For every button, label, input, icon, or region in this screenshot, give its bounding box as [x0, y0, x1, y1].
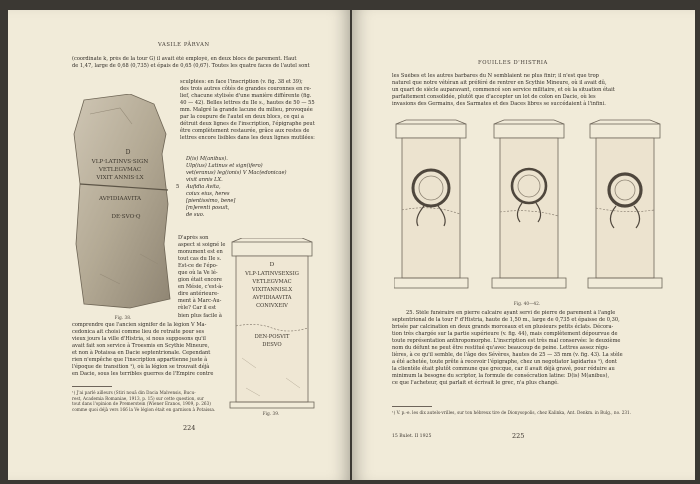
text-line: minimum la besogne du scriptor, la formule de consécration latine: D(is) M(anibus),: [392, 373, 610, 380]
text-line: ment à Marc-Au-: [178, 298, 222, 305]
fig39-line: CONIVXEIV: [256, 303, 288, 309]
text-line: rien n'empêche que l'inscription appartienne juste à: [72, 357, 208, 364]
footnote-line: rest, Academia Romaniae, 1913, p. 15) sur cette question, sur: [72, 395, 204, 401]
fig38-line: VETLEGVMAC: [98, 167, 142, 173]
fig-38-caption: Fig. 38.: [114, 316, 132, 321]
fig-40-altar-side: [394, 120, 468, 288]
inscription-line: [pientissimo, bene]: [186, 198, 236, 205]
body-top-right: [392, 73, 664, 110]
fig-40-42-caption: Fig. 40—42.: [513, 302, 541, 307]
text-line: septentrional de la tour F d'Histria, haute de 1,50 m., large de 0,735 et épaisse de 0,30,: [392, 317, 620, 324]
text-line: et non à Potaissa en Dacie septentrionale. Cependant: [72, 350, 211, 357]
fig-39-drawing: [226, 238, 318, 410]
fig-41-altar-side: [492, 120, 566, 288]
fig38-line: D: [125, 149, 131, 156]
text-line: parfaitement consolidée, plutôt que d'accepter un lot de colon en Dacie, où les: [392, 94, 596, 101]
text-line: être complètement restaurée, grâce aux restes de: [180, 128, 310, 135]
text-line: naturel que notre vétéran ait préféré de rentrer en Scythie Mineure, où il avait dû,: [392, 80, 607, 87]
inscription-line: de suo.: [186, 212, 205, 219]
text-line: en Dacie, sous les terribles guerres de l'Empire contre: [72, 371, 214, 378]
body-bottom-left: [72, 322, 228, 380]
inscription-line: vet(eranus) leg(ionis) V Mac(edonicae): [186, 170, 287, 177]
left-page: [8, 10, 350, 480]
fig39-line: VETLEGVMAC: [252, 279, 292, 285]
text-line: monument est en: [178, 249, 223, 256]
footnote-rule: [392, 406, 432, 407]
text-line: lettres encore lisibles dans les deux lignes mutilées:: [180, 135, 315, 142]
body-bottom-right: [392, 310, 664, 390]
text-line: l'époque de transition ¹), où la légion se trouvait déjà: [72, 364, 210, 371]
text-line: mm. Malgré la grande lacune du milieu, provoquée: [180, 107, 313, 114]
text-line: des trois autres côtés de grandes couronnes en re-: [180, 86, 312, 93]
text-line: un quart de siècle auparavant, commencé son service militaire, et où la situation était: [392, 87, 615, 94]
fig-39-caption: Fig. 39.: [262, 412, 280, 417]
text-line: Est-ce de l'épo-: [178, 263, 218, 270]
fig38-line: DE·SVO·Q: [111, 214, 141, 220]
page-number-right: 225: [512, 432, 525, 440]
text-line: que où la Ve lé-: [178, 270, 218, 277]
text-line: aspect si soigné le: [178, 242, 226, 249]
text-line: a été achetée, toute prête à recevoir l'épigraphe, chez un negotiator lapidarius ¹), dont: [392, 359, 617, 366]
fig39-line: DESVO: [262, 342, 282, 348]
body-right-col: [180, 79, 342, 144]
text-line: comprendre que l'ancien signifer de la légion V Ma-: [72, 322, 207, 328]
footnote-left: [72, 390, 228, 414]
text-line: sculptées: en face l'inscription (v. fig. 38 et 39);: [180, 79, 303, 85]
running-head-right: FOUILLES D'HISTRIA: [478, 60, 548, 66]
fig-40-42-drawings: [394, 118, 664, 298]
text-line: lief, chacune stylisée d'une manière différente (fig.: [180, 93, 312, 100]
text-line: dire antérieure-: [178, 291, 219, 298]
inscription-line: vixit annis LX.: [186, 177, 223, 184]
page-number-left: 224: [183, 424, 196, 432]
inscription-line: [m]erenti posuit,: [186, 205, 230, 212]
text-line: les Suèbes et les autres barbares du N semblaient ne plus finir; il n'est que trop: [392, 73, 599, 79]
fig38-line: AVFIDIAAVITA: [98, 196, 142, 202]
fig-38-photo: [70, 94, 174, 312]
text-line: bien plus facile à: [178, 312, 222, 319]
footnote-line: ¹) J'ai parlé ailleurs (Stiri nouă din Dacia Malvensis, Bucu-: [72, 390, 196, 395]
text-line: D'après son: [178, 235, 209, 241]
inscription-line: Ulp(ius) Latinus et sign(ifero): [186, 163, 263, 170]
text-line: tout cas du IIe s.: [178, 256, 222, 263]
inscription-line-number: 5: [176, 184, 180, 190]
inscription-transcription: [186, 156, 336, 222]
fig39-line: D: [269, 262, 275, 268]
footnote-line: tout dans l'opinion de Premerstein (Wiener Eranos, 1909, p. 263): [72, 401, 211, 407]
text-line: vieux jours la ville d'Histria, si nous supposons qu'il: [72, 336, 206, 343]
text-line: nom du défunt ne peut être restitué qu'avec beaucoup de peine. Lettres assez régu-: [392, 345, 610, 352]
text-line: invasions des Germains, des Sarmates et des Daces libres se succédaient à l'infini.: [392, 101, 606, 108]
text-line: gion était encore: [178, 277, 222, 284]
footnote-rule: [72, 386, 112, 387]
text-line: (coordinate k, près de la tour G) il avait été employé, en deux blocs de parement. Haut: [72, 56, 297, 62]
fig38-line: VIXIT ANNIS·LX: [96, 175, 144, 181]
text-line: 25. Stèle funéraire en pierre calcaire ayant servi de pierre de parement à l'angle: [406, 310, 616, 316]
signature-mark: 15 Bulet. II 1925: [392, 434, 432, 439]
fig39-line: VIXITANNISLX: [251, 287, 293, 293]
footnote-right: ¹) V. p.-e. les dix autels-vrilles, sur ton hébreux tire de Dionysopolis, chez Kalinka, Ant. Denkm. in Bulg., no. 231.: [392, 410, 632, 415]
fig-42-altar-side: [588, 120, 662, 288]
inscription-line: Aufidia Avita,: [186, 184, 221, 191]
inscription-line: D(is) M(anibus).: [186, 156, 228, 162]
text-line: tion très chargée sur la partie supérieure (v. fig. 44), mais complètement dépourvue de: [392, 331, 618, 338]
text-line: cedonica ait choisi comme lieu de retraite pour ses: [72, 329, 205, 336]
text-line: brisée par calcination en deux grands morceaux et en plusieurs petits éclats. Décora-: [392, 324, 614, 331]
text-line: de 1,47, large de 0,68 (0,735) et épais de 0,65 (0,67). Toutes les quatre faces de l'autel sont: [72, 63, 310, 70]
running-head-left: VASILE PÂRVAN: [158, 42, 210, 48]
text-line: avait fait son service à Troesmis en Scythie Mineure,: [72, 343, 210, 350]
text-line: toute représentation anthropomorphe. L'inscription est très mal conservée: le deuxième: [392, 338, 621, 345]
footnote-line: comme quoi déjà vers 166 la Ve légion était en garnison à Potaissa.: [72, 406, 216, 412]
text-line: par la coupure de l'autel en deux blocs, ce qui a: [180, 114, 304, 121]
text-line: ce que l'acheteur, qui parlait et écrivait le grec, n'a plus changé.: [392, 380, 559, 387]
text-line: rèle? Car il est: [178, 305, 216, 312]
fig39-line: VLP·LATINVSEXSIG: [245, 271, 299, 277]
text-line: lières, à ce qu'il semble, de l'âge des Sévères, hautes de 25 — 35 mm (v. fig. 43). La stèle: [392, 352, 623, 359]
fig39-line: DEN·POSVIT: [254, 334, 290, 340]
inscription-line: coiux eius, heres: [186, 191, 230, 198]
body-narrow-col: [178, 235, 226, 321]
body-top-left: [72, 56, 342, 72]
text-line: la clientèle était plutôt commune que grecque, car il avait déjà gravé, pour réduire au: [392, 366, 615, 373]
fig39-line: AVFIDIAAVITA: [252, 295, 292, 301]
right-page: [352, 10, 695, 480]
text-line: détruit deux lignes de l'inscription, l'épigraphe peut: [180, 121, 315, 128]
text-line: 40 — 42). Belles lettres du IIe s., hautes de 50 — 55: [180, 100, 315, 107]
fig38-line: VLP·LATINVS·SIGN: [91, 159, 149, 165]
text-line: en Mésie, c'est-à-: [178, 284, 224, 291]
